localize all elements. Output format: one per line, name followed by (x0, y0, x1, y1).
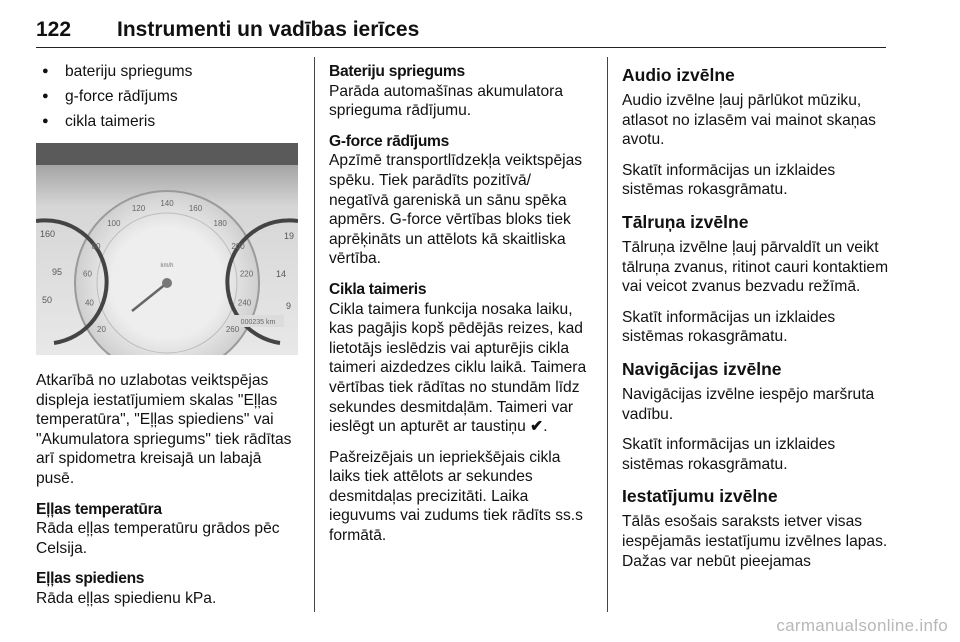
speed-tick-label: 260 (225, 324, 240, 334)
page-number: 122 (36, 18, 72, 41)
navigation-heading: Navigācijas izvēlne (622, 358, 782, 379)
speed-tick-label: 100 (107, 219, 121, 229)
instrument-cluster-image (36, 143, 298, 355)
column-3 (622, 62, 890, 582)
phone-heading: Tālruņa izvēlne (622, 211, 749, 232)
list-item: ● cikla taimeris (36, 112, 300, 132)
page-title: Instrumenti un vadības ierīces (117, 18, 420, 41)
right-tick: 14 (276, 268, 287, 279)
odometer-reading: 000235 km (240, 318, 276, 326)
speed-unit: km/h (160, 262, 174, 269)
speed-tick-label: 40 (84, 298, 94, 308)
watermark: carmanualsonline.info (776, 616, 948, 635)
list-item: ● g-force rādījums (36, 87, 300, 107)
column-divider-1 (314, 57, 315, 612)
page-header (36, 18, 886, 48)
left-tick: 95 (52, 266, 63, 277)
navigation-text: Navigācijas izvēlne iespējo maršruta vadību. (622, 385, 875, 423)
right-tick: 9 (286, 300, 292, 311)
column-1 (36, 62, 300, 620)
gauge-top-shade (36, 143, 298, 165)
speed-tick-label: 220 (239, 269, 254, 279)
speed-tick-label: 120 (131, 204, 146, 214)
audio-heading: Audio izvēlne (622, 65, 735, 85)
phone-text: Tālruņa izvēlne ļauj pārvaldīt un veikt tālruņa zvanus, ritinot cauri kontaktiem vai veicot zvanus bezvadu režīmā. (622, 238, 889, 296)
timer-text-end: . (543, 418, 548, 436)
gforce-heading: G-force rādījums (329, 132, 449, 150)
left-tick: 160 (40, 228, 56, 239)
speed-tick-label: 240 (237, 298, 252, 308)
speed-tick-label: 140 (160, 198, 174, 208)
timer-heading: Cikla taimeris (329, 280, 427, 298)
speed-tick-label: 60 (83, 269, 92, 279)
audio-text: Audio izvēlne ļauj pārlūkot mūziku, atlasot no izlasēm vai mainot skaņas avotu. (622, 92, 876, 149)
speed-tick-label: 20 (97, 324, 106, 334)
oil-temp-heading: Eļļas temperatūra (36, 500, 162, 518)
settings-heading: Iestatījumu izvēlne (622, 486, 778, 507)
speed-tick-label: 180 (213, 219, 227, 229)
oil-temp-text: Rāda eļļas temperatūru grādos pēc Celsija. (36, 520, 280, 557)
list-item: ● bateriju spriegums (36, 62, 300, 82)
settings-text: Tālās esošais saraksts ietver visas iespējamās iestatījumu izvēlnes lapas. Dažas var nebūt pieejamas (622, 513, 888, 570)
speed-tick-label: 160 (188, 204, 203, 214)
speed-tick-label: 80 (91, 242, 101, 252)
column-2 (329, 62, 594, 557)
timer-text-body: Cikla taimera funkcija nosaka laiku, kas pagājis kopš pēdējās reizes, kad lietotājs ieslēdzis vai apturējis cikla taimeri aizdedzes ciklu laikā. Taimera vērtības tiek rādītas no stundām līdz sekundes desmitdaļām. Taimeri var ieslēgt un apturēt ar taustiņu (329, 300, 587, 436)
check-icon: ✔ (530, 418, 544, 436)
bullet-list (36, 62, 300, 132)
phone-reference: Skatīt informācijas un izklaides sistēmas rokasgrāmatu. (622, 308, 836, 346)
navigation-reference: Skatīt informācijas un izklaides sistēmas rokasgrāmatu. (622, 436, 836, 473)
speed-tick-label: 200 (231, 242, 245, 252)
battery-text: Parāda automašīnas akumulatora sprieguma rādījumu. (329, 82, 564, 120)
right-tick: 19 (284, 230, 295, 241)
oil-pressure-text: Rāda eļļas spiedienu kPa. (36, 589, 217, 607)
timer-text-2: Pašreizējais un iepriekšējais cikla laiks tiek attēlots ar sekundes desmitdaļas precizitāti. Laika ieguvums vai zudums tiek rādīts ss.s formātā. (329, 448, 583, 545)
column-divider-2 (607, 57, 608, 612)
oil-pressure-heading: Eļļas spiediens (36, 570, 145, 588)
audio-reference: Skatīt informācijas un izklaides sistēmas rokasgrāmatu. (622, 161, 836, 199)
intro-paragraph: Atkarībā no uzlabotas veiktspējas displeja iestatījumiem skalas "Eļļas temperatūra", "Eļļas spiediens" vai "Akumulatora spriegums" tiek rādītas arī spidometra kreisajā un labajā pusē. (36, 371, 292, 487)
needle-hub (162, 278, 172, 288)
left-tick: 50 (42, 294, 53, 305)
gforce-text: Apzīmē transportlīdzekļa veiktspējas spēku. Tiek parādīts pozitīvā/ negatīvā gareniskā un sānu spēka apmērs. G-force vērtības bloks tiek aprēķināts un attēlots kā skaitliska vērtība. (329, 152, 583, 268)
timer-text (329, 300, 594, 437)
battery-heading: Bateriju spriegums (329, 63, 465, 80)
